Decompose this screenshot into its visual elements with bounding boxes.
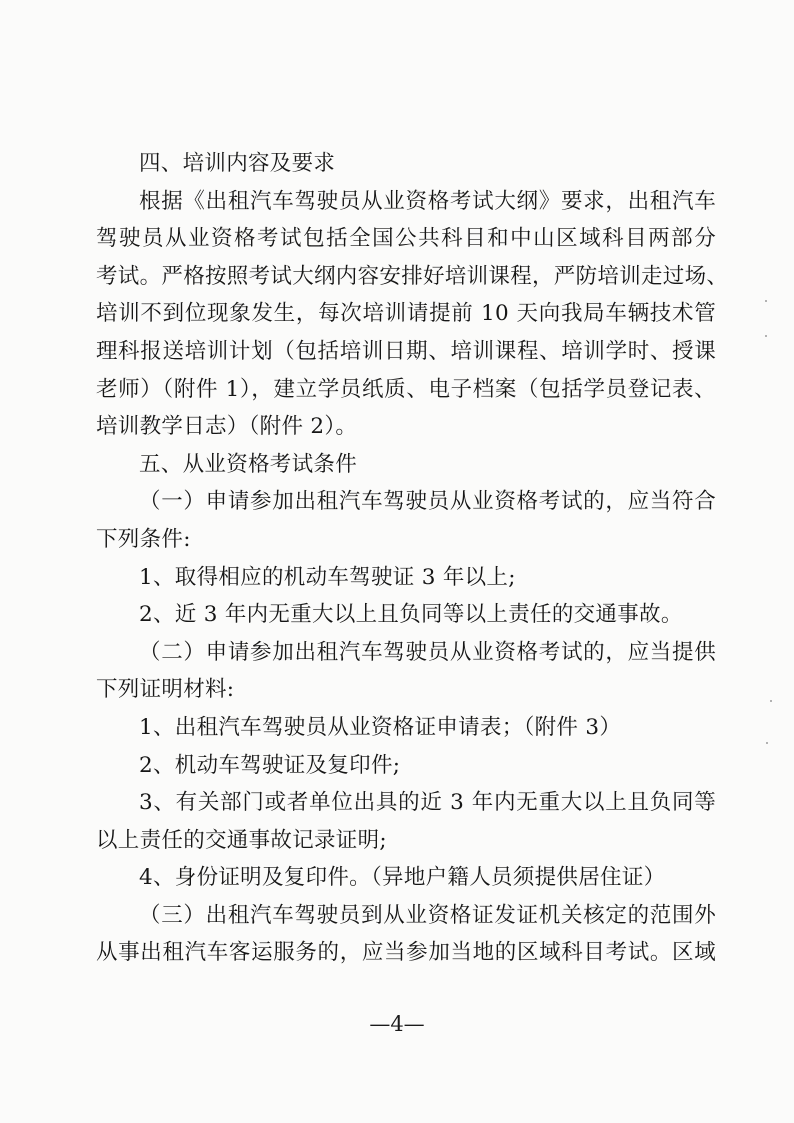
list-item: 4、身份证明及复印件。（异地户籍人员须提供居住证） — [139, 865, 666, 891]
paragraph-line: 驾驶员从业资格考试包括全国公共科目和中山区域科目两部分 — [96, 226, 716, 252]
list-item: 2、机动车驾驶证及复印件; — [139, 752, 401, 778]
paragraph-line: （二）申请参加出租汽车驾驶员从业资格考试的，应当提供 — [139, 639, 716, 665]
scan-speck — [765, 335, 767, 337]
list-item: 1、取得相应的机动车驾驶证 3 年以上; — [139, 564, 516, 590]
paragraph-line: （三）出租汽车驾驶员到从业资格证发证机关核定的范围外 — [139, 902, 716, 928]
section-heading-exam-conditions: 五、从业资格考试条件 — [139, 451, 358, 477]
list-item-continuation: 以上责任的交通事故记录证明; — [96, 827, 387, 853]
scan-speck — [770, 700, 772, 702]
paragraph-line: 理科报送培训计划（包括培训日期、培训课程、培训学时、授课 — [96, 338, 716, 364]
list-item: 2、近 3 年内无重大以上且负同等以上责任的交通事故。 — [139, 602, 683, 628]
paragraph-line: 培训不到位现象发生，每次培训请提前 10 天向我局车辆技术管 — [96, 301, 716, 327]
paragraph-line: 从事出租汽车客运服务的，应当参加当地的区域科目考试。区域 — [96, 940, 716, 966]
paragraph-line: 根据《出租汽车驾驶员从业资格考试大纲》要求，出租汽车 — [139, 188, 716, 214]
list-item: 3、有关部门或者单位出具的近 3 年内无重大以上且负同等 — [139, 790, 716, 816]
section-heading-training-content: 四、培训内容及要求 — [139, 151, 336, 176]
paragraph-line: 考试。严格按照考试大纲内容安排好培训课程，严防培训走过场、 — [96, 263, 729, 289]
paragraph-line: （一）申请参加出租汽车驾驶员从业资格考试的，应当符合 — [139, 489, 716, 515]
page-number: —4— — [369, 1012, 425, 1036]
paragraph-line: 下列条件: — [96, 526, 191, 552]
scan-speck — [766, 742, 768, 744]
paragraph-line: 老师）（附件 1），建立学员纸质、电子档案（包括学员登记表、 — [96, 376, 716, 402]
document-body — [96, 145, 729, 972]
scan-speck — [765, 300, 767, 302]
paragraph-line: 培训教学日志）（附件 2）。 — [96, 414, 358, 440]
paragraph-line: 下列证明材料: — [96, 677, 235, 703]
list-item: 1、出租汽车驾驶员从业资格证申请表；（附件 3） — [139, 714, 622, 740]
